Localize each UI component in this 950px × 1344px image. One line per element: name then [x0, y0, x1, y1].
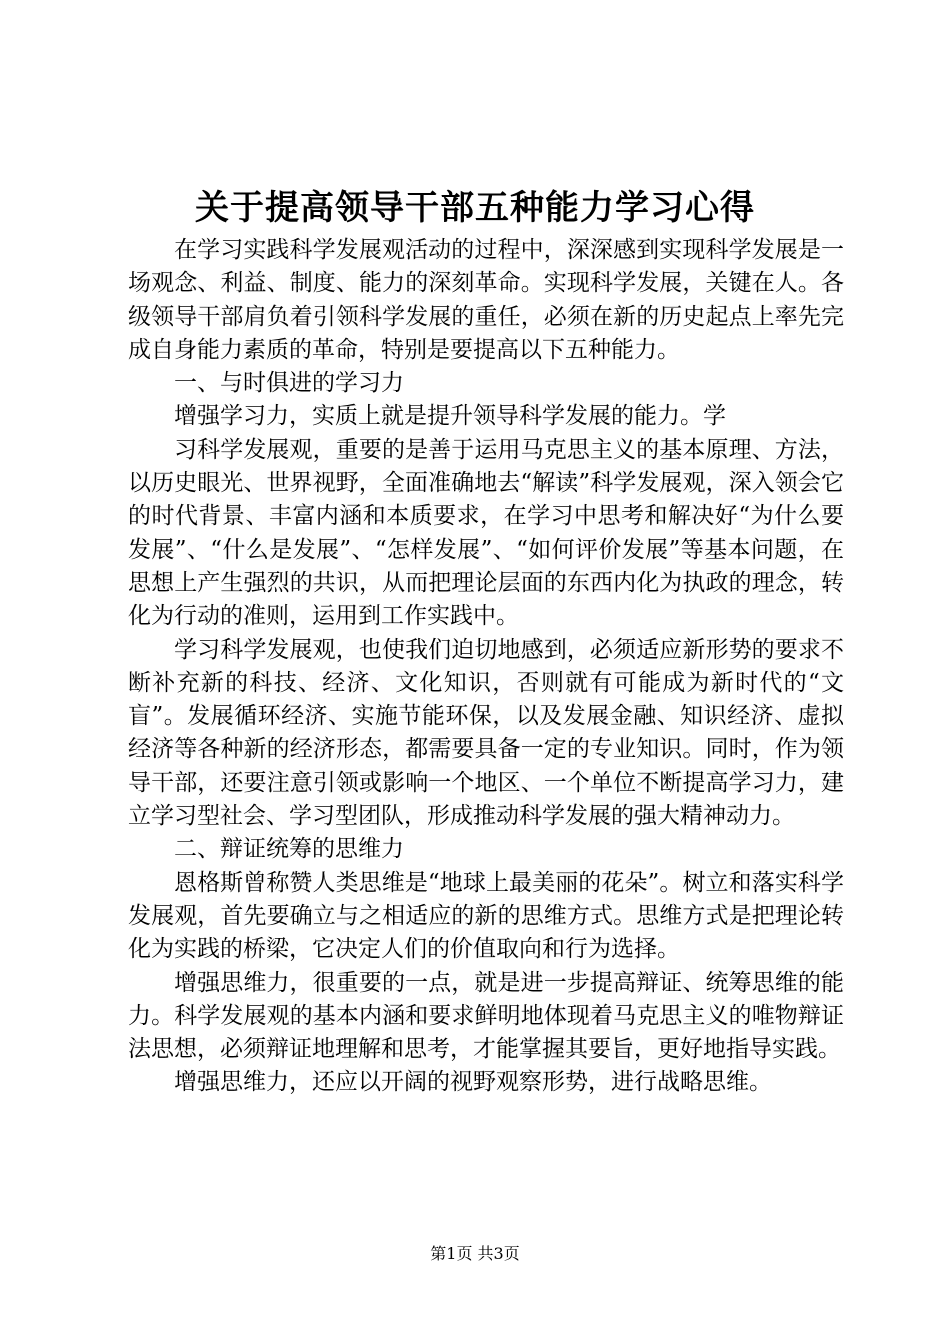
section-heading-learning: 一、与时俱进的学习力	[174, 370, 404, 397]
page-footer: 第1页 共3页	[430, 1244, 520, 1263]
paragraph-learning-2: 习科学发展观，重要的是善于运用马克思主义的基本原理、方法，以历史眼光、世界视野，全面准确地去“解读”科学发展观，深入领会它的时代背景、丰富内涵和本质要求，在学习中思考和解决好“为什么要发展”、“什么是发展”、“怎样发展”、“如何评价发展”等基本问题，在思想上产生强烈的共识，从而把理论层面的东西内化为执政的理念，转化为行动的准则，运用到工作实践中。	[128, 436, 844, 630]
paragraph-learning-3: 学习科学发展观，也使我们迫切地感到，必须适应新形势的要求不断补充新的科技、经济、文化知识，否则就有可能成为新时代的“文盲”。发展循环经济、实施节能环保，以及发展金融、知识经济、虚拟经济等各种新的经济形态，都需要具备一定的专业知识。同时，作为领导干部，还要注意引领或影响一个地区、一个单位不断提高学习力，建立学习型社会、学习型团队，形成推动科学发展的强大精神动力。	[128, 636, 844, 830]
section-heading-thinking: 二、辩证统筹的思维力	[174, 836, 404, 863]
document-title: 关于提高领导干部五种能力学习心得	[195, 188, 755, 228]
document-body	[128, 234, 844, 1100]
paragraph-intro: 在学习实践科学发展观活动的过程中，深深感到实现科学发展是一场观念、利益、制度、能力的深刻革命。实现科学发展，关键在人。各级领导干部肩负着引领科学发展的重任，必须在新的历史起点上率先完成自身能力素质的革命，特别是要提高以下五种能力。	[128, 237, 844, 363]
paragraph-learning-1: 增强学习力，实质上就是提升领导科学发展的能力。学	[174, 403, 726, 430]
paragraph-thinking-1: 恩格斯曾称赞人类思维是“地球上最美丽的花朵”。树立和落实科学发展观，首先要确立与之相适应的新的思维方式。思维方式是把理论转化为实践的桥梁，它决定人们的价值取向和行为选择。	[128, 869, 844, 963]
paragraph-thinking-3: 增强思维力，还应以开阔的视野观察形势，进行战略思维。	[174, 1069, 772, 1096]
paragraph-thinking-2: 增强思维力，很重要的一点，就是进一步提高辩证、统筹思维的能力。科学发展观的基本内涵和要求鲜明地体现着马克思主义的唯物辩证法思想，必须辩证地理解和思考，才能掌握其要旨，更好地指导实践。	[128, 969, 844, 1063]
